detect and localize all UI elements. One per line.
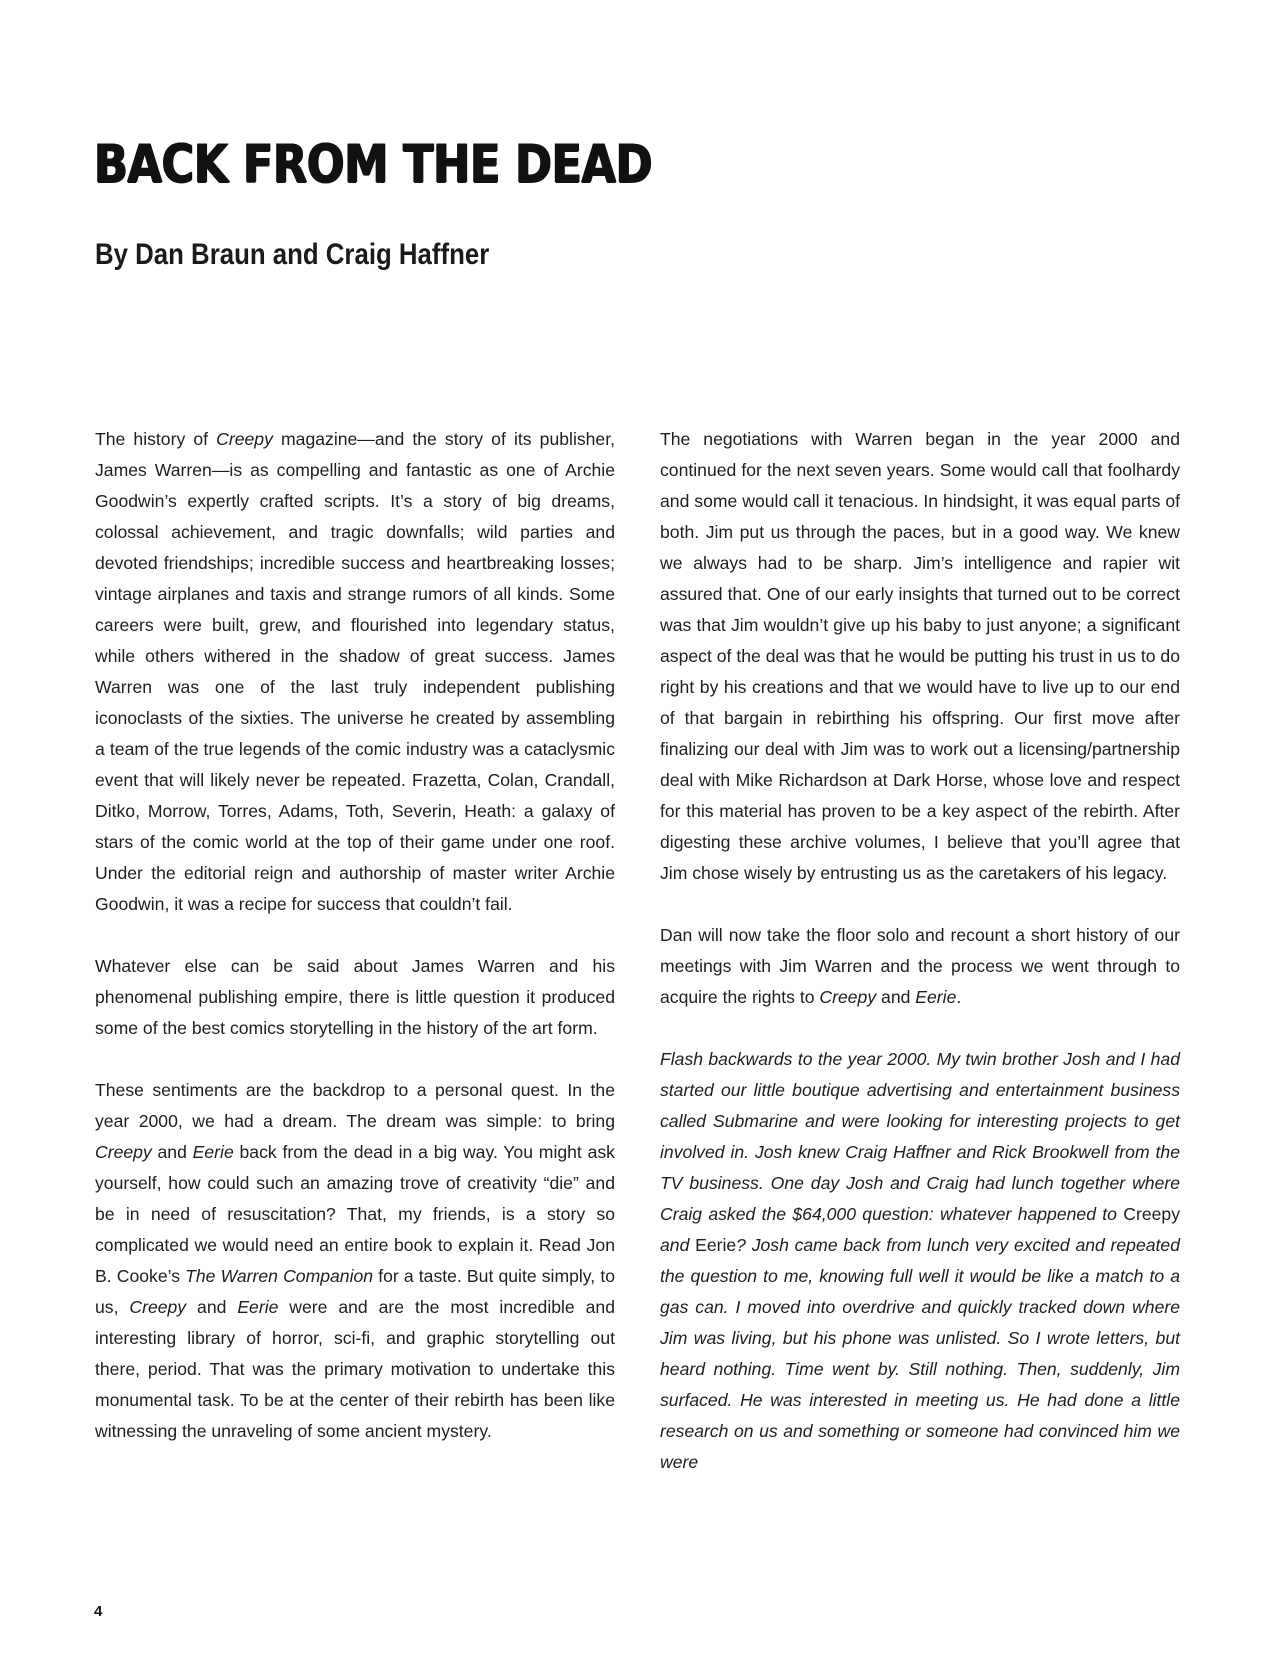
right-paragraph-3: Flash backwards to the year 2000. My twin brother Josh and I had started our little boutique advertising and entertainment business called Submarine and were looking for interesting projects to get involved in. Josh knew Craig Haffner and Rick Brookwell from the TV business. One day Josh and Craig had lunch together where Craig asked the $64,000 question: whatever happened to Creepy and Eerie? Josh came back from lunch very excited and repeated the question to me, knowing full well it would be like a match to a gas can. I moved into overdrive and quickly tracked down where Jim was living, but his phone was unlisted. So I wrote letters, but heard nothing. Time went by. Still nothing. Then, suddenly, Jim surfaced. He was interested in meeting us. He had done a little research on us and something or someone had convinced him we were [660, 1049, 1180, 1472]
left-column [95, 424, 615, 1478]
right-paragraph-1: The negotiations with Warren began in the year 2000 and continued for the next seven years. Some would call that foolhardy and some would call it tenacious. In hindsight, it was equal parts of both. Jim put us through the paces, but in a good way. We knew we always had to be sharp. Jim’s intelligence and rapier wit assured that. One of our early insights that turned out to be correct was that Jim wouldn’t give up his baby to just anyone; a significant aspect of the deal was that he would be putting his trust in us to do right by his creations and that we would have to live up to our end of that bargain in rebirthing his offspring. Our first move after finalizing our deal with Jim was to work out a licensing/partnership deal with Mike Richardson at Dark Horse, whose love and respect for this material has proven to be a key aspect of the rebirth. After digesting these archive volumes, I believe that you’ll agree that Jim chose wisely by entrusting us as the caretakers of his legacy. [660, 429, 1180, 883]
left-paragraph-2: Whatever else can be said about James Warren and his phenomenal publishing empire, there is little question it produced some of the best comics storytelling in the history of the art form. [95, 956, 615, 1038]
right-column [660, 424, 1180, 1509]
page-number: 4 [94, 1603, 103, 1620]
right-paragraph-2: Dan will now take the floor solo and recount a short history of our meetings with Jim Warren and the process we went through to acquire the rights to Creepy and Eerie. [660, 925, 1180, 1007]
page-title: BACK FROM THE DEAD [94, 134, 653, 195]
byline: By Dan Braun and Craig Haffner [95, 238, 490, 271]
left-paragraph-1: The history of Creepy magazine—and the story of its publisher, James Warren—is as compelling and fantastic as one of Archie Goodwin’s expertly crafted scripts. It’s a story of big dreams, colossal achievement, and tragic downfalls; wild parties and devoted friendships; incredible success and heartbreaking losses; vintage airplanes and taxis and strange rumors of all kinds. Some careers were built, grew, and flourished into legendary status, while others withered in the shadow of great success. James Warren was one of the last truly independent publishing iconoclasts of the sixties. The universe he created by assembling a team of the true legends of the comic industry was a cataclysmic event that will likely never be repeated. Frazetta, Colan, Crandall, Ditko, Morrow, Torres, Adams, Toth, Severin, Heath: a galaxy of stars of the comic world at the top of their game under one roof. Under the editorial reign and authorship of master writer Archie Goodwin, it was a recipe for success that couldn’t fail. [95, 429, 615, 914]
left-paragraph-3: These sentiments are the backdrop to a personal quest. In the year 2000, we had a dream. The dream was simple: to bring Creepy and Eerie back from the dead in a big way. You might ask yourself, how could such an amazing trove of creativity “die” and be in need of resuscitation? That, my friends, is a story so complicated we would need an entire book to explain it. Read Jon B. Cooke’s The Warren Companion for a taste. But quite simply, to us, Creepy and Eerie were and are the most incredible and interesting library of horror, sci-fi, and graphic storytelling out there, period. That was the primary motivation to undertake this monumental task. To be at the center of their rebirth has been like witnessing the unraveling of some ancient mystery. [95, 1080, 615, 1441]
